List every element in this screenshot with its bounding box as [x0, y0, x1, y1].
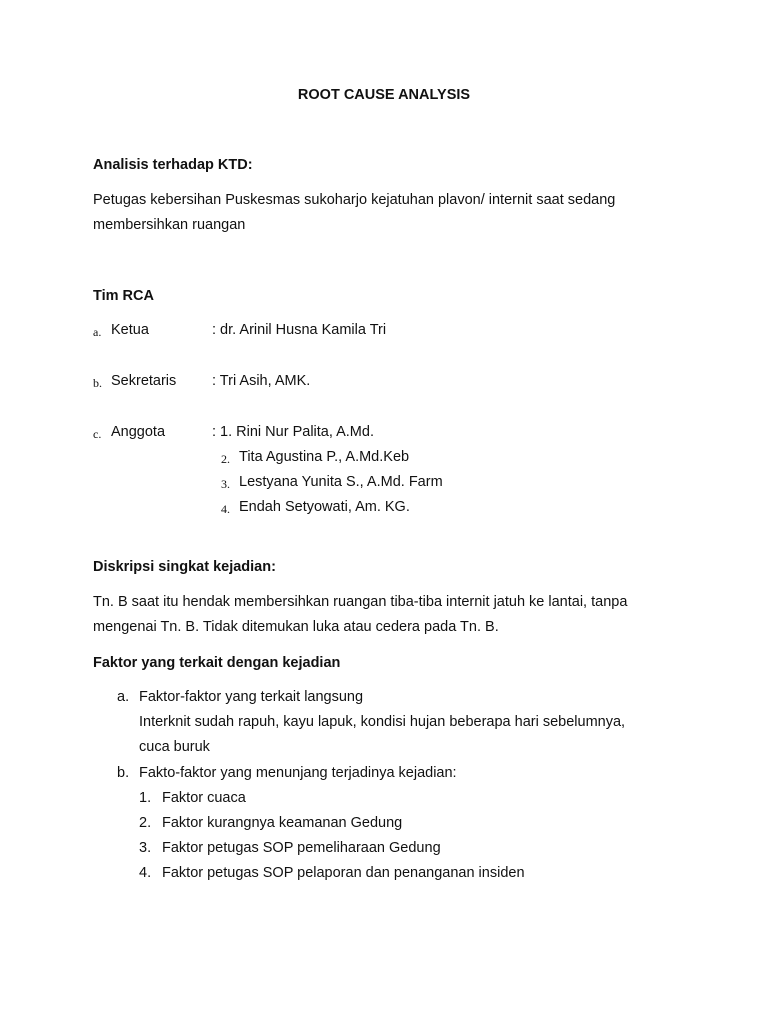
- anggota-member-name: Tita Agustina P., A.Md.Keb: [239, 449, 410, 465]
- anggota-member-number: 4.: [221, 502, 230, 516]
- anggota-marker: c.: [93, 427, 102, 441]
- sekretaris-value: : Tri Asih, AMK.: [212, 373, 311, 389]
- factors-heading: Faktor yang terkait dengan kejadian: [93, 655, 341, 671]
- sekretaris-role: Sekretaris: [111, 373, 177, 389]
- analysis-heading: Analisis terhadap KTD:: [93, 157, 253, 173]
- factor-b-item: Faktor petugas SOP pemeliharaan Gedung: [162, 840, 441, 856]
- analysis-line: Petugas kebersihan Puskesmas sukoharjo kejatuhan plavon/ internit saat sedang: [93, 192, 616, 208]
- ketua-role: Ketua: [111, 322, 149, 338]
- team-heading: Tim RCA: [93, 288, 154, 304]
- anggota-member-1: : 1. Rini Nur Palita, A.Md.: [212, 424, 374, 440]
- description-line: Tn. B saat itu hendak membersihkan ruangan tiba-tiba internit jatuh ke lantai, tanpa: [93, 594, 628, 610]
- ketua-value: : dr. Arinil Husna Kamila Tri: [212, 322, 387, 338]
- document-title: ROOT CAUSE ANALYSIS: [297, 87, 471, 103]
- factor-b-item: Faktor kurangnya keamanan Gedung: [162, 815, 403, 831]
- factor-b-label: Fakto-faktor yang menunjang terjadinya kejadian:: [139, 765, 457, 781]
- factor-b-item-number: 1.: [139, 790, 152, 806]
- factor-a-detail: cuca buruk: [139, 739, 210, 755]
- analysis-line: membersihkan ruangan: [93, 217, 246, 233]
- factor-b-marker: b.: [117, 765, 130, 781]
- factor-a-detail: Interknit sudah rapuh, kayu lapuk, kondisi hujan beberapa hari sebelumnya,: [139, 714, 626, 730]
- anggota-member-name: Lestyana Yunita S., A.Md. Farm: [239, 474, 443, 490]
- anggota-member-number: 3.: [221, 477, 230, 491]
- description-line: mengenai Tn. B. Tidak ditemukan luka atau cedera pada Tn. B.: [93, 619, 499, 635]
- factor-b-item: Faktor cuaca: [162, 790, 246, 806]
- sekretaris-marker: b.: [93, 376, 102, 390]
- factor-a-label: Faktor-faktor yang terkait langsung: [139, 689, 364, 705]
- factor-a-marker: a.: [117, 689, 130, 705]
- anggota-member-number: 2.: [221, 452, 230, 466]
- ketua-marker: a.: [93, 325, 102, 339]
- factor-b-item-number: 3.: [139, 840, 152, 856]
- anggota-role: Anggota: [111, 424, 166, 440]
- factor-b-item: Faktor petugas SOP pelaporan dan penanganan insiden: [162, 865, 525, 881]
- description-heading: Diskripsi singkat kejadian:: [93, 559, 276, 575]
- factor-b-item-number: 2.: [139, 815, 152, 831]
- anggota-member-name: Endah Setyowati, Am. KG.: [239, 499, 410, 515]
- factor-b-item-number: 4.: [139, 865, 152, 881]
